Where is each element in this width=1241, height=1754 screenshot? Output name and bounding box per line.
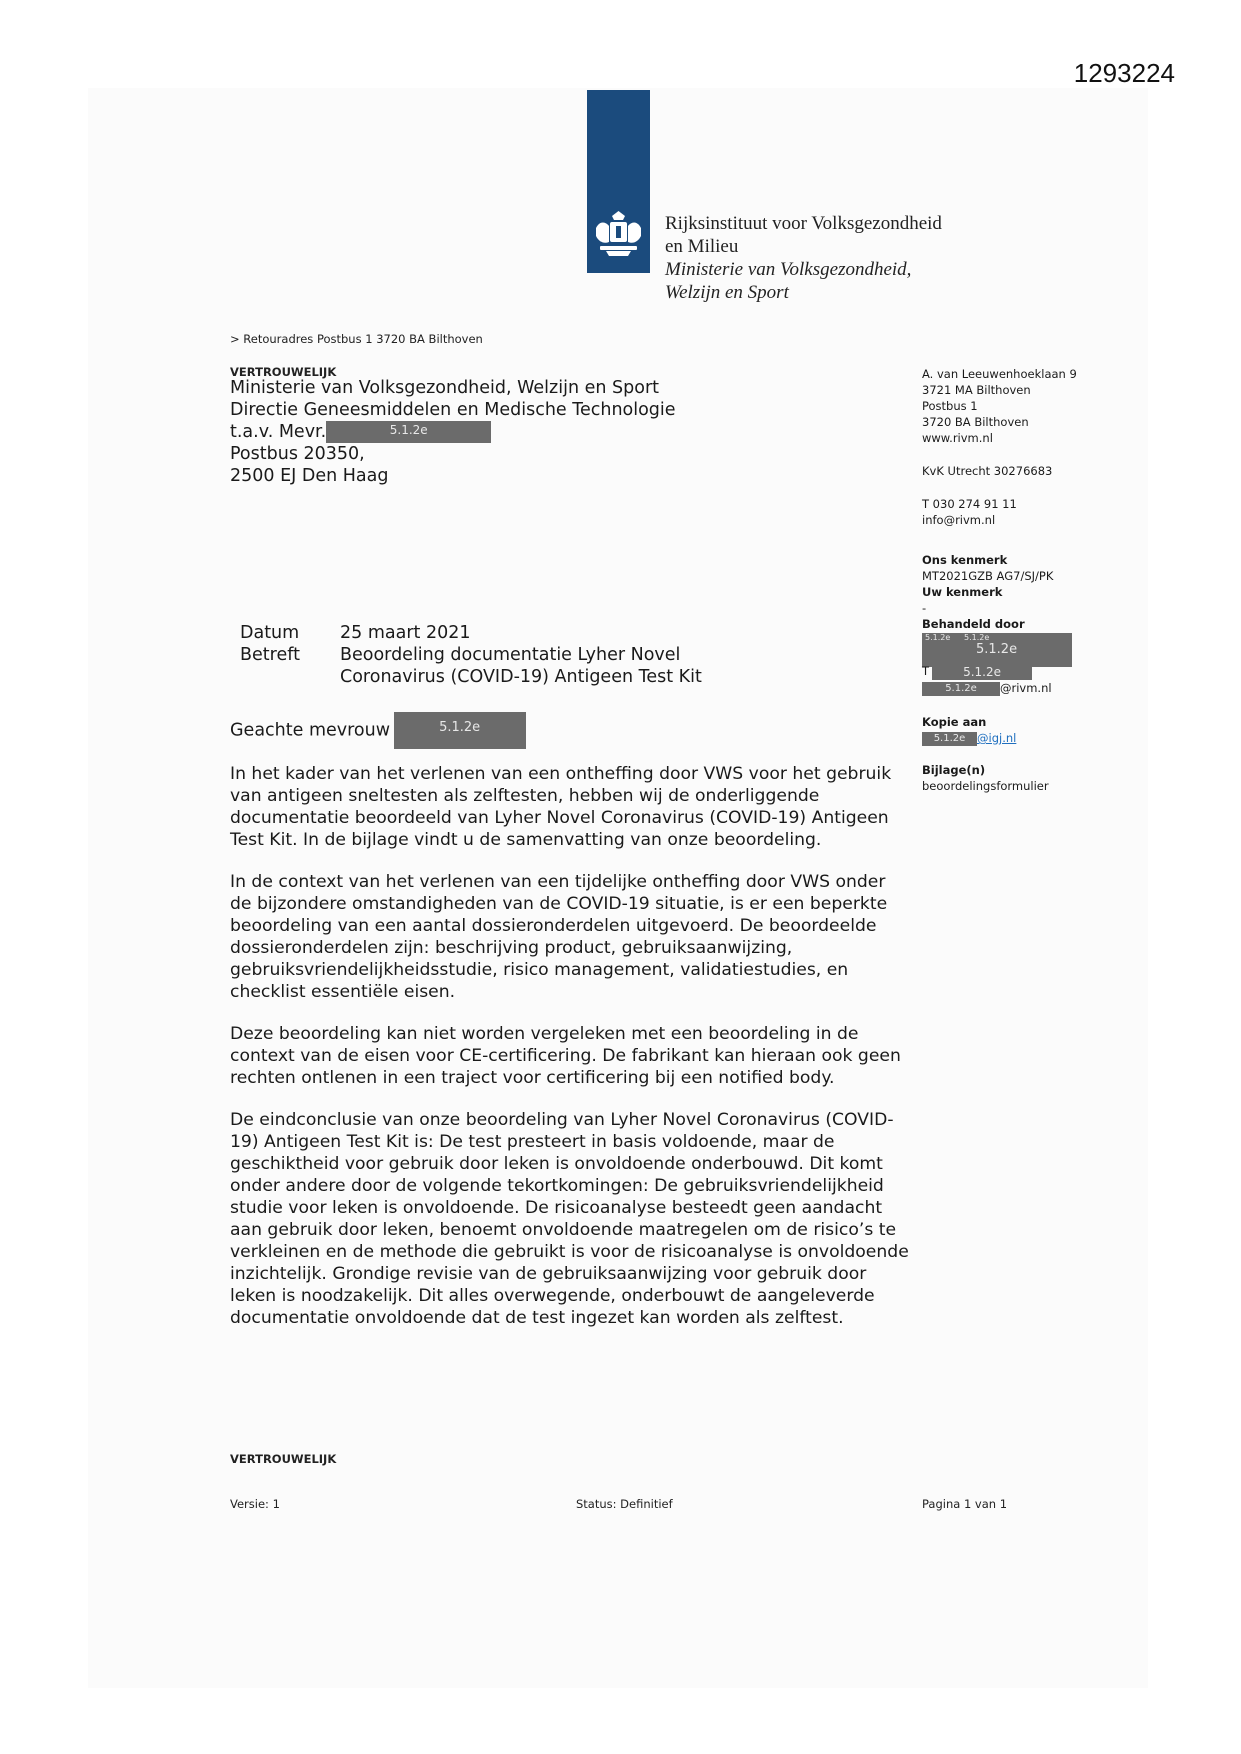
bijlage-label: Bijlage(n) bbox=[922, 763, 986, 777]
handler-phone-prefix: T bbox=[922, 664, 930, 678]
kopie-email bbox=[922, 730, 1016, 746]
letter-body bbox=[230, 763, 910, 1349]
sender-website: www.rivm.nl bbox=[922, 431, 993, 445]
org-line-2: en Milieu bbox=[665, 236, 739, 257]
sender-email: info@rivm.nl bbox=[922, 513, 996, 527]
sender-address bbox=[922, 366, 1077, 446]
org-line-1: Rijksinstituut voor Volksgezondheid bbox=[665, 213, 942, 234]
body-paragraph: In de context van het verlenen van een tijdelijke ontheffing door VWS onder de bijzondere omstandigheden van de COVID-19 situatie, is er een beperkte beoordeling van een aantal dossieronderdelen uitgevoerd. De beoordeelde dossieronderdelen zijn: beschrijving product, gebruiksaanwijzing, gebruiksvriendelijkheidsstudie, risico management, validatiestudies, en checklist essentiële eisen. bbox=[230, 872, 888, 1002]
document-number: 1293224 bbox=[1073, 58, 1175, 88]
footer-version: Versie: 1 bbox=[230, 1497, 280, 1511]
footer-page: Pagina 1 van 1 bbox=[922, 1497, 1008, 1511]
redaction-label: 5.1.2e bbox=[964, 633, 990, 642]
sender-phone: T 030 274 91 11 bbox=[922, 497, 1017, 511]
organization-name bbox=[665, 212, 942, 304]
datum-value: 25 maart 2021 bbox=[340, 623, 471, 643]
redaction-block: 5.1.2e bbox=[394, 712, 526, 749]
handler-email-domain: @rivm.nl bbox=[1000, 681, 1052, 695]
recipient-line-2: Directie Geneesmiddelen en Medische Technologie bbox=[230, 400, 676, 420]
sender-postbus-city: 3720 BA Bilthoven bbox=[922, 415, 1029, 429]
subject-table bbox=[240, 622, 702, 688]
uw-kenmerk-label: Uw kenmerk bbox=[922, 585, 1003, 599]
betreft-line-2: Coronavirus (COVID-19) Antigeen Test Kit bbox=[340, 667, 702, 687]
government-logo-bar bbox=[587, 90, 650, 273]
sender-contact bbox=[922, 496, 1017, 528]
footer-status: Status: Definitief bbox=[576, 1497, 673, 1511]
redaction-label: 5.1.2e bbox=[976, 642, 1018, 657]
behandeld-door-label: Behandeld door bbox=[922, 617, 1025, 631]
redaction-block: 5.1.2e bbox=[326, 421, 491, 443]
royal-coat-of-arms-icon bbox=[590, 208, 647, 260]
bijlage-value: beoordelingsformulier bbox=[922, 779, 1049, 793]
redaction-label: 5.1.2e bbox=[925, 633, 951, 642]
redaction-block: 5.1.2e bbox=[922, 732, 977, 746]
body-paragraph: Deze beoordeling kan niet worden vergeleken met een beoordeling in de context van de eisen voor CE-certificering. De fabrikant kan hieraan ook geen rechten ontlenen in een traject voor certificering bij een notified body. bbox=[230, 1024, 901, 1088]
redaction-block: 5.1.2e bbox=[932, 664, 1032, 680]
salutation-text: Geachte mevrouw bbox=[230, 720, 391, 741]
kopie-email-link[interactable]: @igj.nl bbox=[977, 731, 1017, 745]
recipient-attention: t.a.v. Mevr. bbox=[230, 422, 327, 442]
betreft-label: Betreft bbox=[240, 645, 300, 665]
bijlage-block bbox=[922, 762, 1049, 794]
redaction-block: 5.1.2e bbox=[922, 682, 1000, 696]
recipient-address bbox=[230, 377, 676, 487]
betreft-value bbox=[340, 644, 702, 688]
recipient-line-3 bbox=[230, 421, 676, 443]
ministry-line-1: Ministerie van Volksgezondheid, bbox=[665, 259, 912, 280]
recipient-line-5: 2500 EJ Den Haag bbox=[230, 466, 389, 486]
ons-kenmerk-label: Ons kenmerk bbox=[922, 553, 1008, 567]
betreft-line-1: Beoordeling documentatie Lyher Novel bbox=[340, 645, 681, 665]
body-paragraph: De eindconclusie van onze beoordeling van Lyher Novel Coronavirus (COVID-19) Antigeen Test Kit is: De test presteert in basis voldoende, maar de geschiktheid voor gebruik door leken is onvoldoende onderbouwd. Dit komt onder andere door de volgende tekortkomingen: De gebruiksvriendelijkheid studie voor leken is onvoldoende. De risicoanalyse besteedt geen aandacht aan gebruik door leken, benoemt onvoldoende maatregelen om de risico’s te verkleinen en de methode die gebruikt is voor de risicoanalyse is onvoldoende inzichtelijk. Grondige revisie van de gebruiksaanwijzing voor gebruik door leken is noodzakelijk. Dit alles overwegende, onderbouwt de aangeleverde documentatie onvoldoende dat de test ingezet kan worden als zelftest. bbox=[230, 1110, 909, 1328]
body-paragraph: In het kader van het verlenen van een ontheffing door VWS voor het gebruik van antigeen sneltesten als zelftesten, hebben wij de onderliggende documentatie beoordeeld van Lyher Novel Coronavirus (COVID-19) Antigeen Test Kit. In de bijlage vindt u de samenvatting van onze beoordeling. bbox=[230, 764, 892, 850]
sender-city: 3721 MA Bilthoven bbox=[922, 383, 1031, 397]
handler-phone bbox=[922, 663, 1032, 680]
return-address: > Retouradres Postbus 1 3720 BA Bilthoven bbox=[230, 332, 483, 346]
salutation bbox=[230, 712, 526, 750]
footer-confidential: VERTROUWELIJK bbox=[230, 1452, 337, 1466]
sender-kvk: KvK Utrecht 30276683 bbox=[922, 464, 1053, 478]
kopie-label: Kopie aan bbox=[922, 715, 987, 729]
sender-street: A. van Leeuwenhoeklaan 9 bbox=[922, 367, 1077, 381]
sender-postbus: Postbus 1 bbox=[922, 399, 978, 413]
reference-block bbox=[922, 552, 1053, 632]
uw-kenmerk-value: - bbox=[922, 601, 927, 615]
handler-email bbox=[922, 680, 1052, 696]
redaction-block bbox=[922, 633, 1072, 667]
datum-label: Datum bbox=[240, 623, 300, 643]
recipient-line-1: Ministerie van Volksgezondheid, Welzijn en Sport bbox=[230, 378, 660, 398]
recipient-line-4: Postbus 20350, bbox=[230, 444, 365, 464]
ministry-line-2: Welzijn en Sport bbox=[665, 282, 789, 303]
confidential-label: VERTROUWELIJK bbox=[230, 365, 337, 379]
ons-kenmerk-value: MT2021GZB AG7/SJ/PK bbox=[922, 569, 1054, 583]
